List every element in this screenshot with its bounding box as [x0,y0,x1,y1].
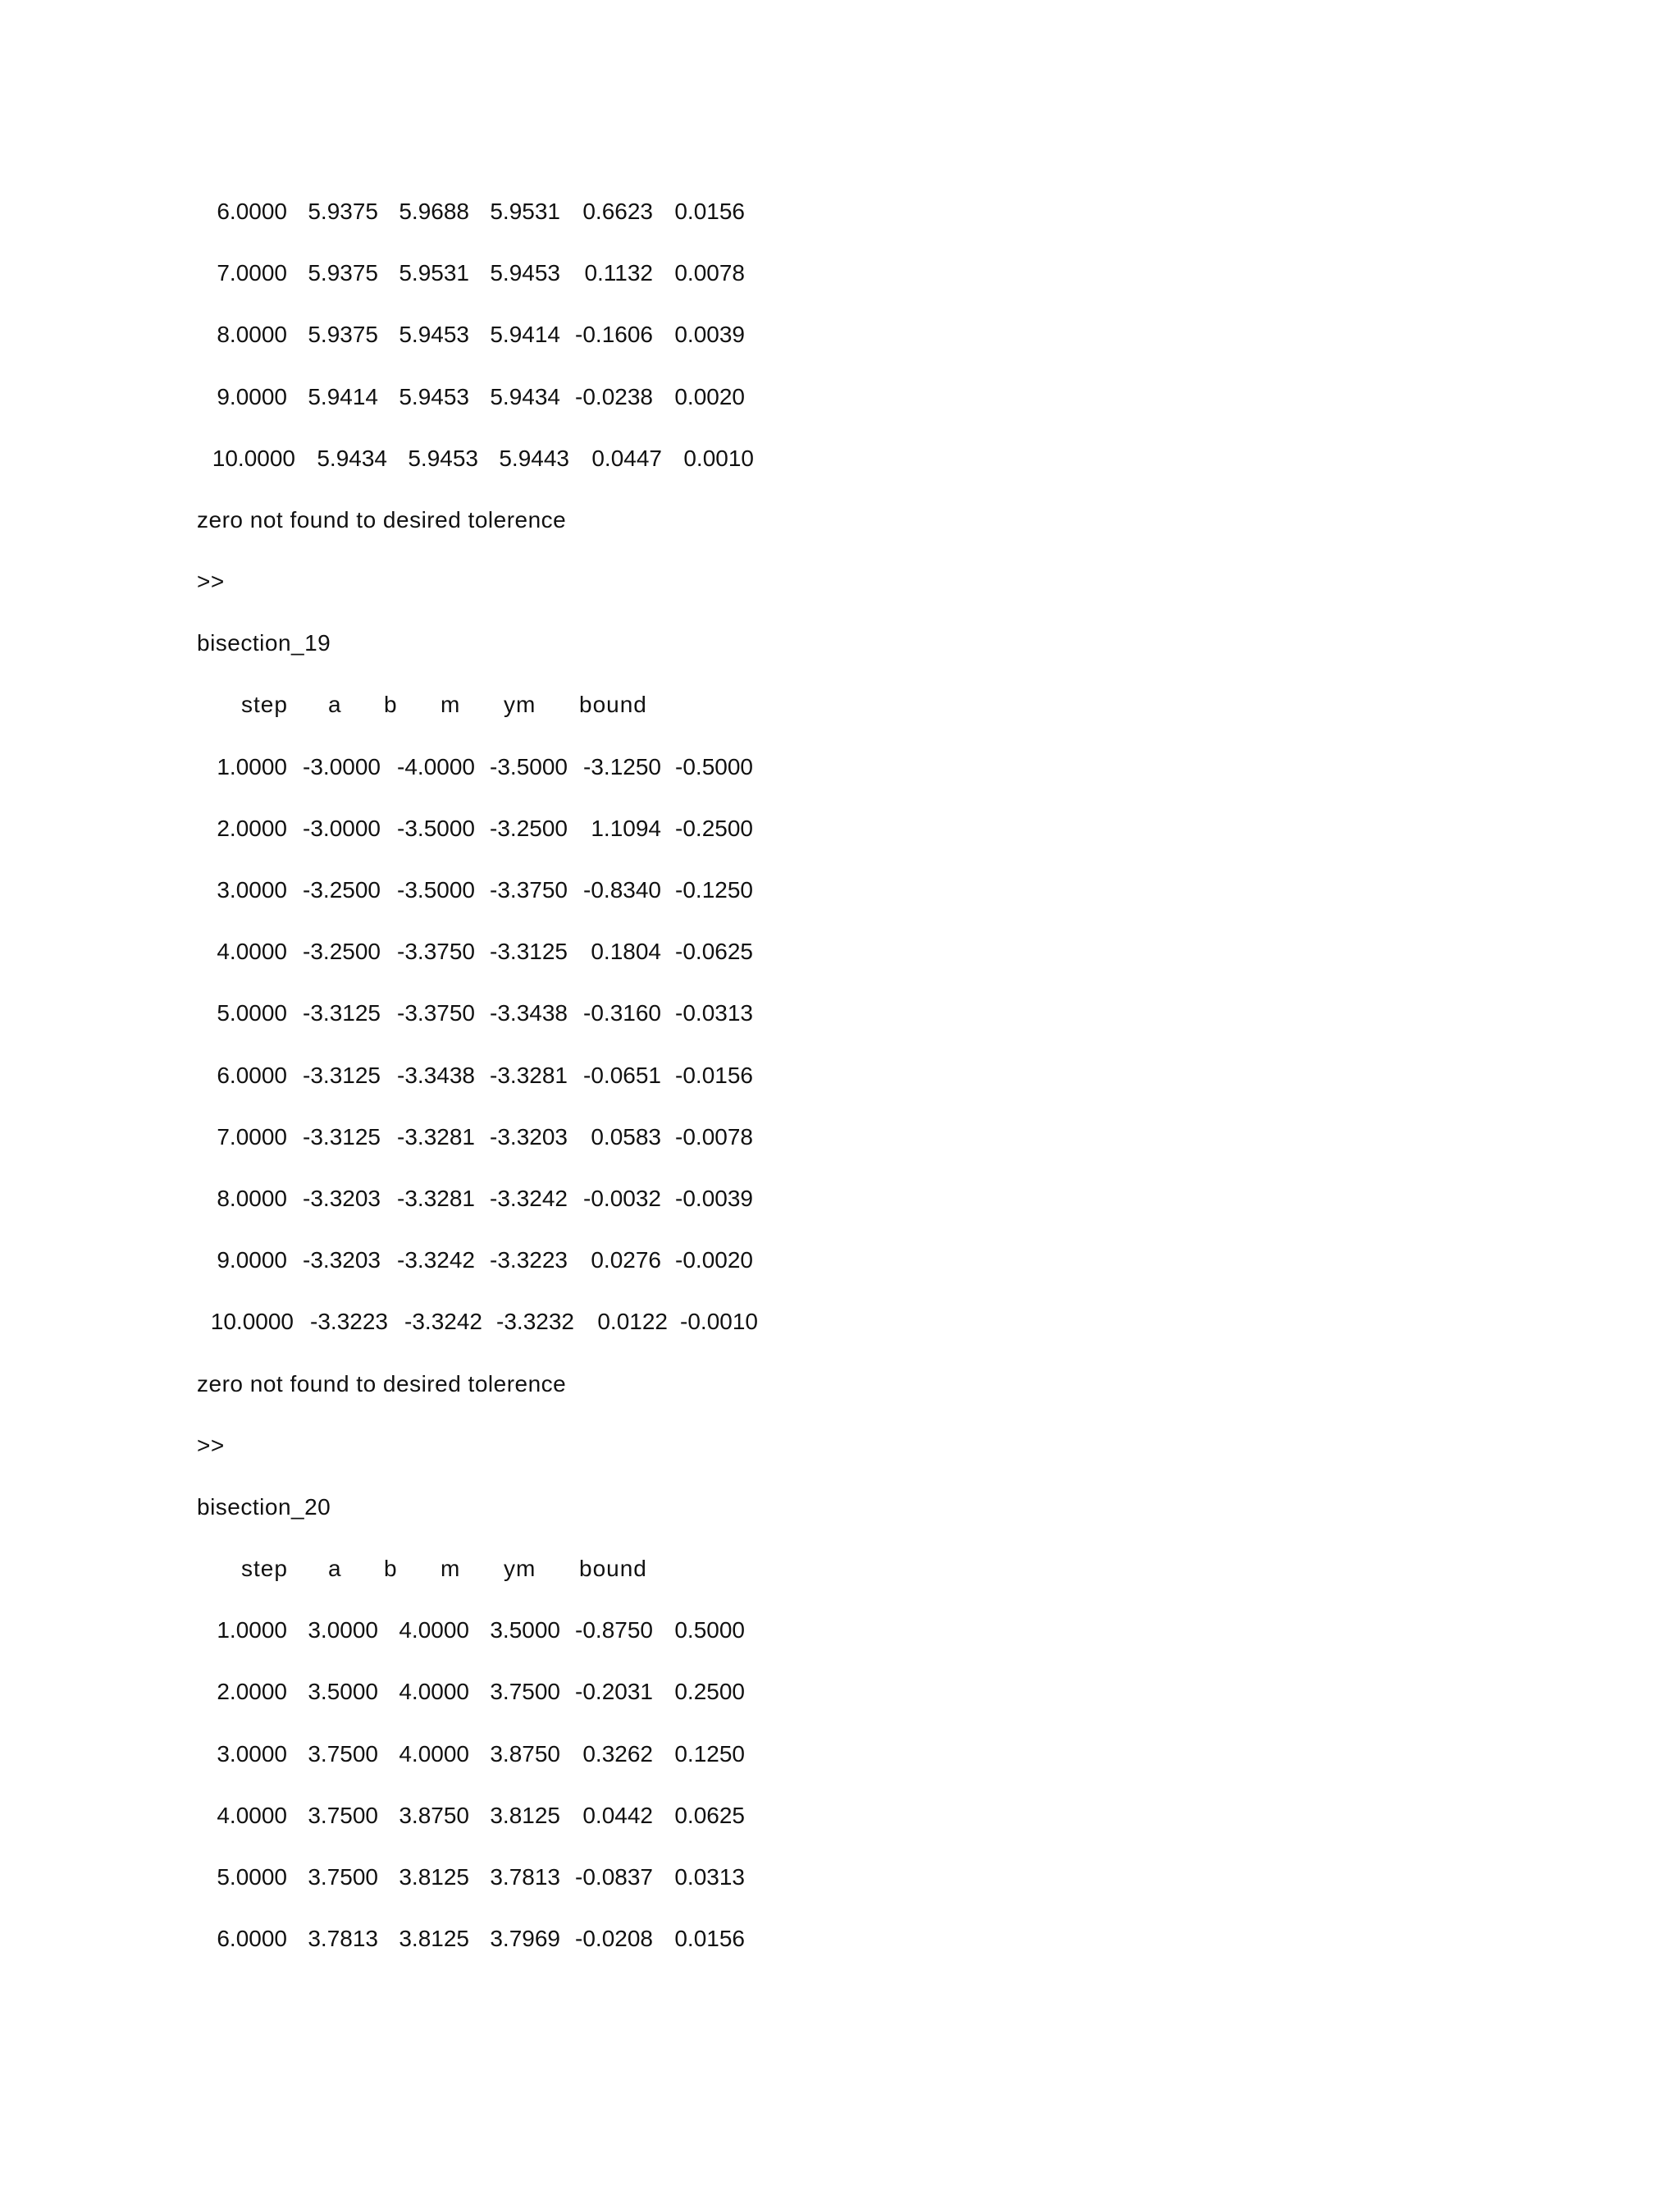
cell-ym: -0.2031 [575,1679,653,1704]
cell-b: -4.0000 [397,754,475,779]
cell-a: -3.3223 [310,1309,388,1334]
cell-m: 5.9531 [490,199,560,224]
cell-a: -3.2500 [303,877,381,903]
cell-bound: 0.0020 [674,384,745,409]
cell-b: -3.3242 [404,1309,482,1334]
cell-step: 10.0000 [210,1309,294,1334]
cell-a: 5.9414 [308,384,378,409]
cell-a: -3.3203 [303,1247,381,1273]
cell-ym: 0.1132 [584,260,653,286]
cell-m: 5.9443 [499,446,569,471]
cell-bound: 0.0156 [674,199,745,224]
cell-a: 3.7500 [308,1864,378,1890]
cell-b: 5.9531 [399,260,469,286]
cell-b: 4.0000 [399,1741,469,1767]
table-row [0,1121,753,1154]
cell-ym: -0.3160 [583,1000,661,1026]
cell-step: 4.0000 [217,939,287,964]
cell-ym: 0.0583 [591,1124,661,1150]
table-row [0,381,745,414]
cell-b: 3.8750 [399,1803,469,1828]
table-row [0,997,753,1030]
cell-bound: 0.0078 [674,260,745,286]
cell-bound: -0.0010 [680,1309,758,1334]
cell-step: 8.0000 [217,1186,287,1211]
cell-a: -3.0000 [303,816,381,841]
cell-a: -3.3203 [303,1186,381,1211]
cell-a: 3.7500 [308,1741,378,1767]
cell-ym: 0.6623 [582,199,653,224]
cell-bound: 0.0625 [674,1803,745,1828]
cell-step: 9.0000 [217,1247,287,1273]
cell-ym: -0.0238 [575,384,653,409]
header-step: step [241,1556,288,1581]
cell-b: 4.0000 [399,1617,469,1643]
header-bound: bound [579,692,647,717]
table-row [0,935,753,968]
cell-ym: 0.1804 [591,939,661,964]
cell-ym: -0.1606 [575,322,653,347]
cell-a: 3.0000 [308,1617,378,1643]
cell-ym: 0.0122 [597,1309,668,1334]
cell-bound: -0.0156 [675,1063,753,1088]
header-a: a [328,1556,342,1581]
cell-ym: -0.0837 [575,1864,653,1890]
cell-b: 5.9453 [399,384,469,409]
cell-step: 3.0000 [217,877,287,903]
cell-a: -3.3125 [303,1124,381,1150]
cell-m: -3.2500 [490,816,568,841]
table-row [0,442,754,475]
cell-step: 2.0000 [217,816,287,841]
cell-step: 2.0000 [217,1679,287,1704]
cell-bound: -0.5000 [675,754,753,779]
cell-ym: -0.0651 [583,1063,661,1088]
cell-a: 3.5000 [308,1679,378,1704]
cell-a: -3.3125 [303,1000,381,1026]
cell-m: -3.3223 [490,1247,568,1273]
cell-ym: 0.0276 [591,1247,661,1273]
header-step: step [241,692,288,717]
command-prompt: >> [197,1433,225,1458]
cell-ym: -3.1250 [583,754,661,779]
cell-bound: -0.0039 [675,1186,753,1211]
cell-ym: -0.0208 [575,1926,653,1951]
cell-b: 4.0000 [399,1679,469,1704]
cell-m: -3.3438 [490,1000,568,1026]
cell-b: 3.8125 [399,1864,469,1890]
table-row [0,195,745,228]
cell-ym: -0.0032 [583,1186,661,1211]
cell-b: -3.3242 [397,1247,475,1273]
cell-m: -3.3203 [490,1124,568,1150]
table-header [0,688,647,721]
cell-ym: 0.0447 [591,446,662,471]
cell-a: 5.9434 [317,446,387,471]
header-a: a [328,692,342,717]
command-line: bisection_20 [197,1494,331,1520]
cell-step: 10.0000 [212,446,295,471]
cell-bound: -0.2500 [675,816,753,841]
header-m: m [441,1556,461,1581]
table-row [0,1244,753,1277]
cell-step: 6.0000 [217,1063,287,1088]
cell-m: -3.5000 [490,754,568,779]
cell-b: -3.5000 [397,877,475,903]
cell-bound: 0.0039 [674,322,745,347]
cell-step: 9.0000 [217,384,287,409]
cell-bound: 0.5000 [674,1617,745,1643]
header-ym: ym [504,692,536,717]
table-row [0,1059,753,1092]
table-row [0,751,753,784]
cell-bound: -0.0313 [675,1000,753,1026]
cell-b: -3.5000 [397,816,475,841]
cell-bound: -0.0020 [675,1247,753,1273]
table-row [0,812,753,845]
cell-a: 5.9375 [308,322,378,347]
cell-m: 3.7813 [490,1864,560,1890]
cell-step: 1.0000 [217,754,287,779]
cell-m: 5.9414 [490,322,560,347]
header-ym: ym [504,1556,536,1581]
cell-bound: -0.0625 [675,939,753,964]
cell-b: 3.8125 [399,1926,469,1951]
header-b: b [384,692,398,717]
cell-step: 3.0000 [217,1741,287,1767]
cell-b: -3.3281 [397,1124,475,1150]
cell-step: 6.0000 [217,1926,287,1951]
cell-ym: 0.3262 [582,1741,653,1767]
table-row [0,1305,758,1338]
command-prompt: >> [197,569,225,594]
table-row [0,1614,745,1647]
cell-ym: 1.1094 [591,816,661,841]
cell-step: 5.0000 [217,1000,287,1026]
table-row [0,318,745,351]
cell-bound: -0.0078 [675,1124,753,1150]
cell-step: 7.0000 [217,260,287,286]
status-message: zero not found to desired tolerence [197,507,567,533]
cell-step: 4.0000 [217,1803,287,1828]
cell-step: 7.0000 [217,1124,287,1150]
cell-m: 3.8750 [490,1741,560,1767]
header-bound: bound [579,1556,647,1581]
cell-m: -3.3232 [496,1309,574,1334]
table-row [0,1182,753,1215]
cell-a: 3.7500 [308,1803,378,1828]
command-line: bisection_19 [197,630,331,656]
table-header [0,1552,647,1585]
cell-bound: 0.2500 [674,1679,745,1704]
cell-a: 5.9375 [308,260,378,286]
table-row [0,1861,745,1894]
cell-a: 5.9375 [308,199,378,224]
cell-m: -3.3242 [490,1186,568,1211]
cell-b: 5.9688 [399,199,469,224]
cell-ym: 0.0442 [582,1803,653,1828]
cell-b: 5.9453 [408,446,478,471]
cell-m: 3.7500 [490,1679,560,1704]
cell-m: -3.3750 [490,877,568,903]
cell-step: 5.0000 [217,1864,287,1890]
cell-step: 8.0000 [217,322,287,347]
cell-ym: -0.8340 [583,877,661,903]
cell-step: 1.0000 [217,1617,287,1643]
cell-a: -3.0000 [303,754,381,779]
cell-m: -3.3125 [490,939,568,964]
table-row [0,1799,745,1832]
cell-a: -3.3125 [303,1063,381,1088]
table-row [0,1738,745,1771]
table-row [0,1922,745,1955]
cell-b: -3.3438 [397,1063,475,1088]
cell-bound: 0.0313 [674,1864,745,1890]
cell-m: 3.5000 [490,1617,560,1643]
cell-a: -3.2500 [303,939,381,964]
cell-b: -3.3750 [397,939,475,964]
cell-bound: 0.0156 [674,1926,745,1951]
cell-ym: -0.8750 [575,1617,653,1643]
cell-bound: 0.1250 [674,1741,745,1767]
cell-m: 5.9453 [490,260,560,286]
cell-step: 6.0000 [217,199,287,224]
status-message: zero not found to desired tolerence [197,1371,567,1396]
table-row [0,257,745,290]
table-row [0,874,753,907]
cell-b: 5.9453 [399,322,469,347]
cell-m: 5.9434 [490,384,560,409]
cell-bound: 0.0010 [683,446,754,471]
cell-m: 3.8125 [490,1803,560,1828]
header-m: m [441,692,461,717]
cell-m: -3.3281 [490,1063,568,1088]
cell-a: 3.7813 [308,1926,378,1951]
header-b: b [384,1556,398,1581]
table-row [0,1675,745,1708]
cell-b: -3.3281 [397,1186,475,1211]
cell-bound: -0.1250 [675,877,753,903]
cell-b: -3.3750 [397,1000,475,1026]
cell-m: 3.7969 [490,1926,560,1951]
